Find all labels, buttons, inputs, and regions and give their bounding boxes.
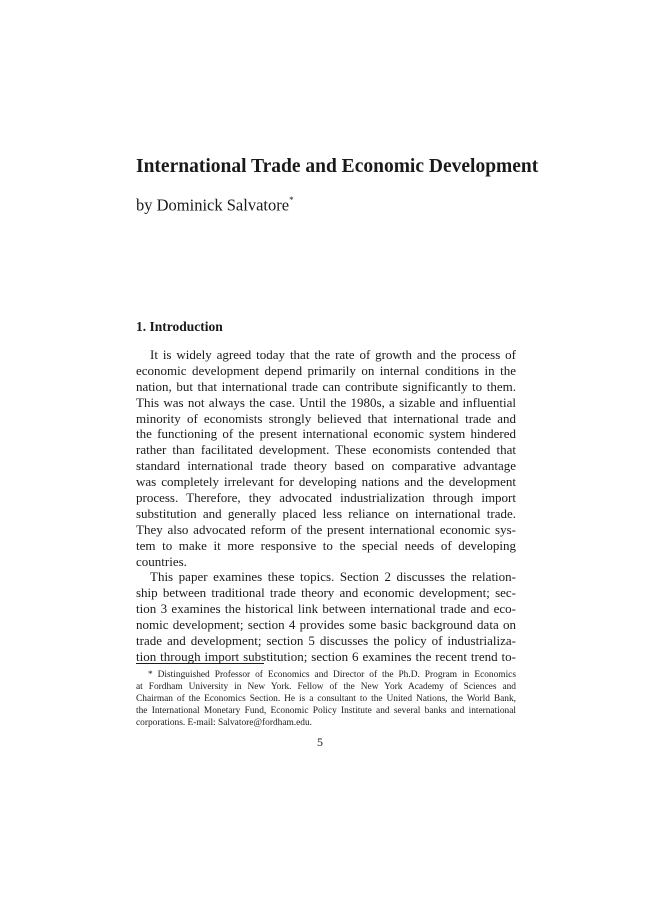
page-number: 5: [317, 735, 323, 749]
body-line: countries.: [136, 553, 187, 569]
body-line: ship between traditional trade theory and economic development; sec-: [136, 585, 516, 601]
body-line: It is widely agreed today that the rate of growth and the process of: [150, 347, 516, 362]
body-line: trade and development; section 5 discusses the policy of industrializa-: [136, 633, 516, 649]
footnote-line: Chairman of the Economics Section. He is a consultant to the United Nations, the World Bank,: [136, 694, 516, 704]
body-line: the functioning of the present international economic system hindered: [136, 426, 516, 442]
body-line: was completely irrelevant for developing nations and the development: [136, 474, 516, 490]
body-line: process. Therefore, they advocated industrialization through import: [136, 490, 516, 506]
body-line: nation, but that international trade can contribute significantly to them.: [136, 378, 516, 394]
body-line: This was not always the case. Until the 1980s, a sizable and influential: [136, 394, 516, 410]
body-line: rather than facilitated development. These economists contended that: [136, 442, 516, 458]
body-text: [136, 347, 516, 665]
footnote-line: at Fordham University in New York. Fellow of the New York Academy of Sciences and: [136, 682, 516, 692]
footnote: [136, 669, 516, 729]
body-line: tion 3 examines the historical link between international trade and eco-: [136, 601, 516, 617]
body-line: minority of economists strongly believed that international trade and: [136, 410, 516, 426]
paper-title: International Trade and Economic Development: [136, 156, 539, 177]
body-line: They also advocated reform of the present international economic sys-: [136, 521, 516, 537]
footnote-line: the International Monetary Fund, Economic Policy Institute and several banks and international: [136, 706, 516, 716]
body-line: substitution and generally placed less reliance on international trade.: [136, 505, 516, 521]
footnote-divider: [136, 663, 264, 664]
author-line: [136, 190, 294, 217]
body-line: nomic development; section 4 provides some basic background data on: [136, 617, 516, 633]
section-heading: 1. Introduction: [136, 319, 223, 334]
body-line: tem to make it more responsive to the special needs of developing: [136, 537, 516, 553]
footnote-line: * Distinguished Professor of Economics and Director of the Ph.D. Program in Economics: [148, 670, 516, 680]
author-name: by Dominick Salvatore: [136, 195, 290, 215]
body-line: This paper examines these topics. Section 2 discusses the relation-: [150, 569, 516, 585]
body-line: standard international trade theory based on comparative advantage: [136, 458, 516, 474]
author-footnote-marker[interactable]: *: [289, 195, 294, 205]
footnote-line: corporations. E-mail: Salvatore@fordham.edu.: [136, 718, 313, 728]
body-line: tion through import substitution; section 6 examines the recent trend to-: [136, 648, 516, 664]
body-line: economic development depend primarily on internal conditions in the: [136, 362, 516, 378]
